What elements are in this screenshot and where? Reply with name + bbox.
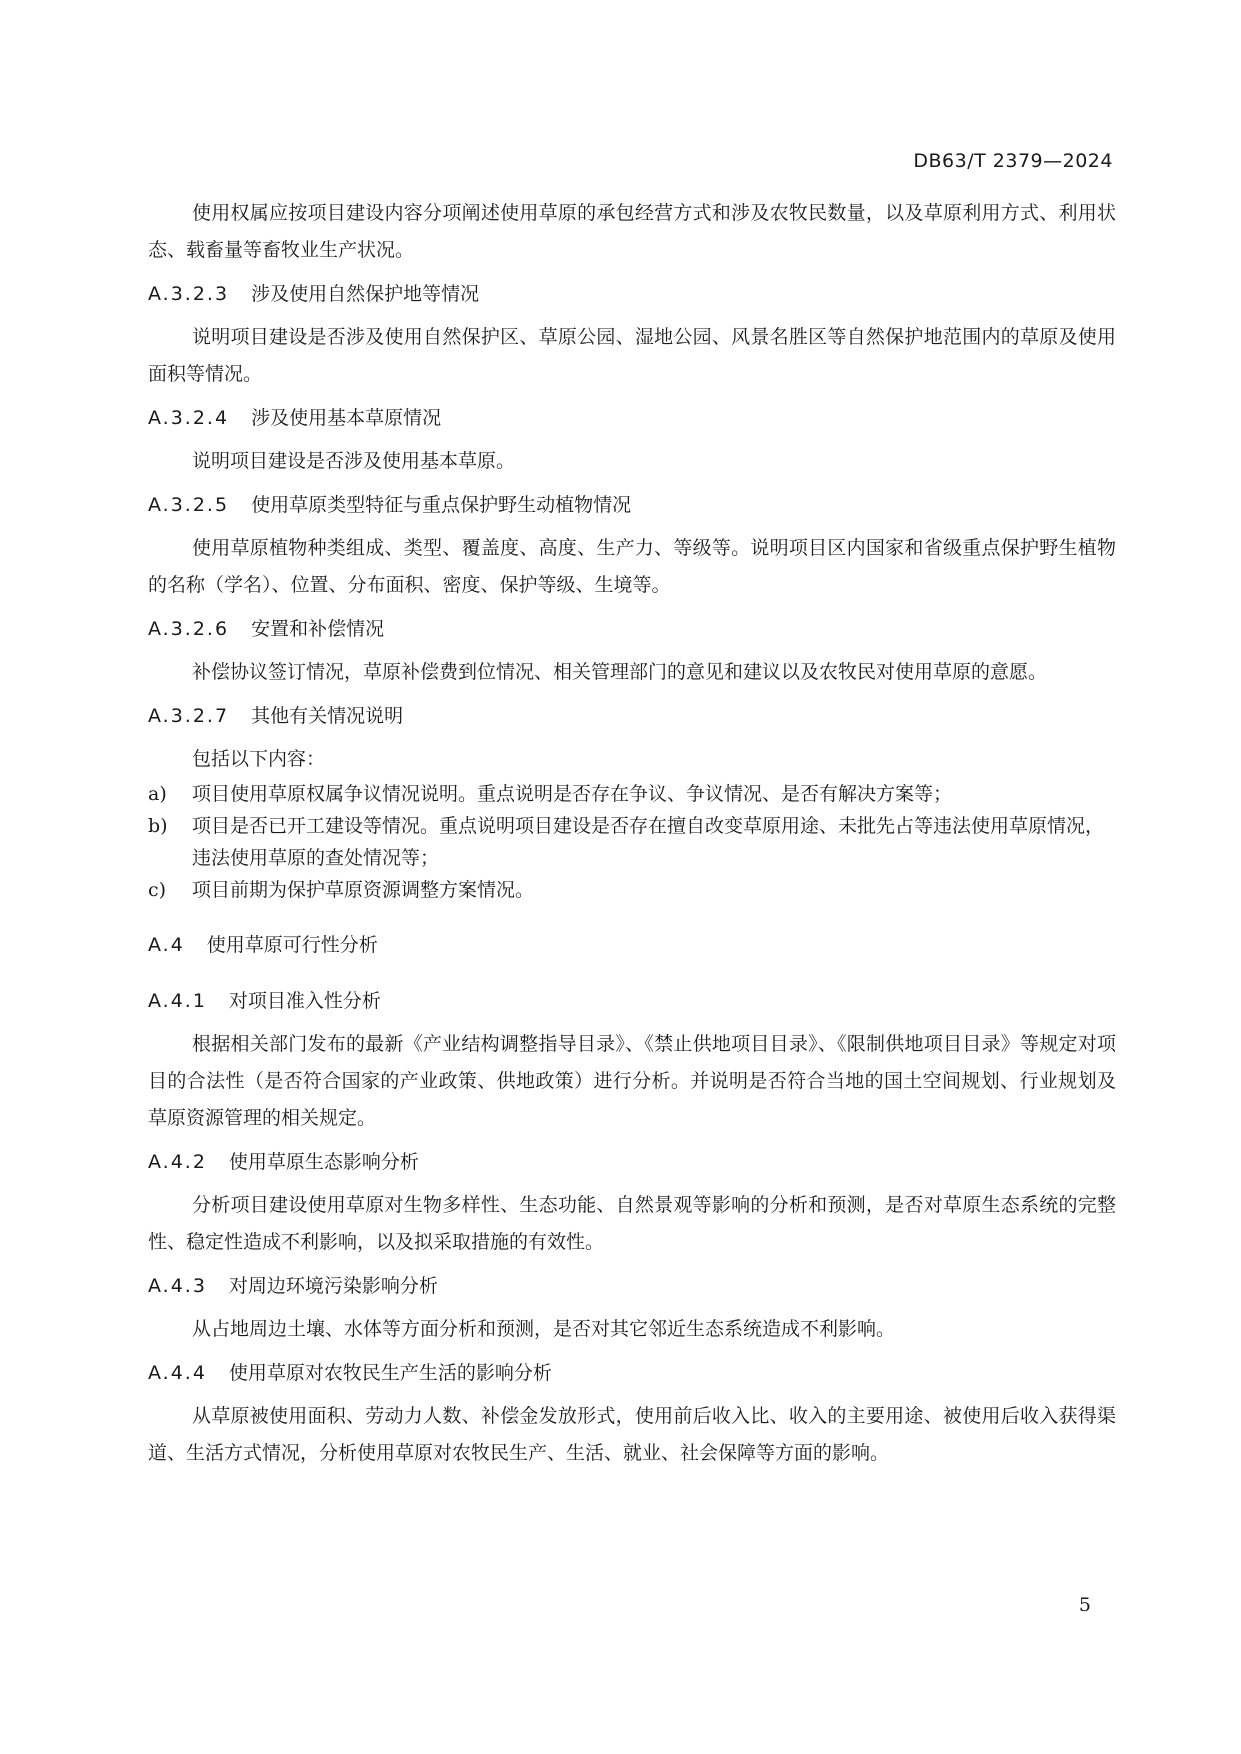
section-title: 使用草原生态影响分析	[228, 1151, 419, 1173]
list-a327	[148, 778, 1116, 906]
standard-code: DB63/T 2379—2024	[913, 150, 1113, 172]
section-title: 使用草原对农牧民生产生活的影响分析	[228, 1362, 552, 1384]
list-item	[148, 874, 1116, 906]
paragraph-a325: 使用草原植物种类组成、类型、覆盖度、高度、生产力、等级等。说明项目区内国家和省级重点保护野生植物的名称（学名）、位置、分布面积、密度、保护等级、生境等。	[148, 537, 1116, 596]
paragraph-a44: 从草原被使用面积、劳动力人数、补偿金发放形式，使用前后收入比、收入的主要用途、被使用后收入获得渠道、生活方式情况，分析使用草原对农牧民生产、生活、就业、社会保障等方面的影响。	[148, 1405, 1116, 1464]
section-number: A.3.2.3	[148, 283, 230, 305]
section-title: 使用草原类型特征与重点保护野生动植物情况	[251, 494, 632, 516]
section-title: 使用草原可行性分析	[206, 934, 378, 956]
intro-paragraph: 使用权属应按项目建设内容分项阐述使用草原的承包经营方式和涉及农牧民数量，以及草原利用方式、利用状态、载畜量等畜牧业生产状况。	[148, 202, 1116, 261]
paragraph-a323: 说明项目建设是否涉及使用自然保护区、草原公园、湿地公园、风景名胜区等自然保护地范围内的草原及使用面积等情况。	[148, 326, 1116, 385]
page-number: 5	[1078, 1594, 1091, 1616]
section-number: A.4.4	[148, 1362, 207, 1384]
list-text: 项目前期为保护草原资源调整方案情况。	[192, 879, 535, 901]
heading-a323	[148, 279, 1116, 309]
page-content	[148, 195, 1116, 1482]
paragraph-a326: 补偿协议签订情况，草原补偿费到位情况、相关管理部门的意见和建议以及农牧民对使用草原的意愿。	[192, 661, 1048, 683]
paragraph-a42: 分析项目建设使用草原对生物多样性、生态功能、自然景观等影响的分析和预测，是否对草原生态系统的完整性、稳定性造成不利影响，以及拟采取措施的有效性。	[148, 1194, 1116, 1253]
paragraph-a324: 说明项目建设是否涉及使用基本草原。	[192, 450, 516, 472]
section-title: 对周边环境污染影响分析	[228, 1275, 438, 1297]
section-number: A.4.1	[148, 990, 207, 1012]
section-title: 其他有关情况说明	[251, 705, 404, 727]
heading-a324	[148, 403, 1116, 433]
heading-a325	[148, 490, 1116, 520]
section-number: A.3.2.7	[148, 705, 230, 727]
section-number: A.4.3	[148, 1275, 207, 1297]
list-text: 项目是否已开工建设等情况。重点说明项目建设是否存在擅自改变草原用途、未批先占等违法使用草原情况，违法使用草原的查处情况等；	[192, 815, 1105, 869]
heading-a326	[148, 614, 1116, 644]
section-number: A.3.2.6	[148, 618, 230, 640]
section-number: A.4.2	[148, 1151, 207, 1173]
heading-a42	[148, 1147, 1116, 1177]
heading-a327	[148, 701, 1116, 731]
list-marker: b)	[148, 815, 168, 837]
section-title: 涉及使用自然保护地等情况	[251, 283, 480, 305]
heading-a4	[148, 930, 1116, 960]
section-title: 安置和补偿情况	[251, 618, 385, 640]
section-title: 对项目准入性分析	[228, 990, 381, 1012]
paragraph-a43: 从占地周边土壤、水体等方面分析和预测，是否对其它邻近生态系统造成不利影响。	[192, 1318, 896, 1340]
paragraph-a41: 根据相关部门发布的最新《产业结构调整指导目录》、《禁止供地项目目录》、《限制供地项目目录》等规定对项目的合法性（是否符合国家的产业政策、供地政策）进行分析。并说明是否符合当地的国土空间规划、行业规划及草原资源管理的相关规定。	[148, 1033, 1116, 1129]
heading-a43	[148, 1271, 1116, 1301]
section-number: A.4	[148, 934, 185, 956]
list-marker: a)	[148, 783, 167, 805]
paragraph-a327: 包括以下内容：	[192, 748, 326, 770]
list-text: 项目使用草原权属争议情况说明。重点说明是否存在争议、争议情况、是否有解决方案等；	[192, 783, 953, 805]
list-item	[148, 778, 1116, 810]
section-number: A.3.2.5	[148, 494, 230, 516]
section-number: A.3.2.4	[148, 407, 230, 429]
section-title: 涉及使用基本草原情况	[251, 407, 442, 429]
list-item	[148, 810, 1116, 874]
heading-a44	[148, 1358, 1116, 1388]
heading-a41	[148, 986, 1116, 1016]
list-marker: c)	[148, 879, 167, 901]
